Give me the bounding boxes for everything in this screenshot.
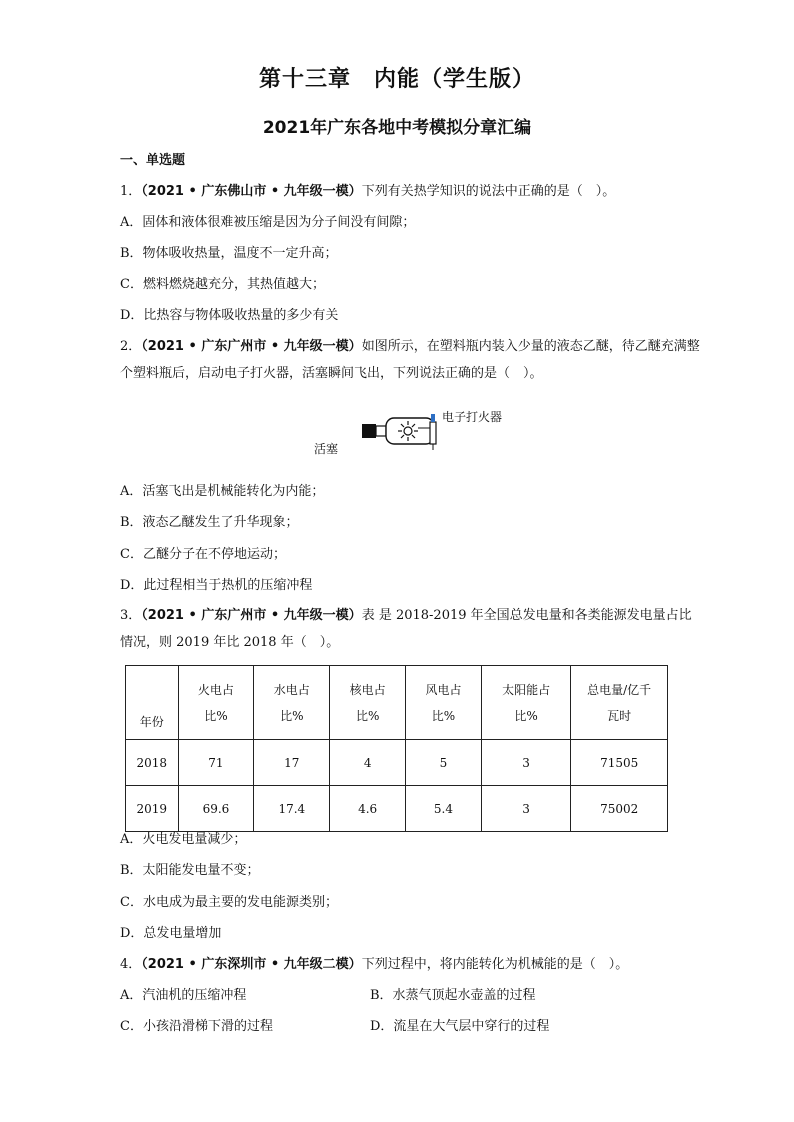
question-4-stem [120,956,628,974]
question-source: （2021 • 广东广州市 • 九年级一模） [141,339,362,354]
table-header-row [126,666,668,740]
igniter-button-shape [431,414,435,422]
table-cell: 75002 [571,786,668,832]
bottle-neck-shape [376,426,386,436]
question-3-stem [120,602,700,656]
page-title: 第十三章 内能（学生版） [258,67,535,92]
table-header-cell: 总电量/亿千 瓦时 [571,666,668,740]
option-d: D．流星在大气层中穿行的过程 [370,1019,550,1034]
table-cell: 2018 [126,740,179,786]
option-b: B．液态乙醚发生了升华现象； [120,515,299,530]
table-row [126,740,668,786]
igniter-shape [430,422,436,444]
option-c: C．小孩沿滑梯下滑的过程 [120,1019,273,1034]
question-text: 下列有关热学知识的说法中正确的是（ ）。 [361,184,616,199]
table-cell: 2019 [126,786,179,832]
option-c: C．燃料燃烧越充分，其热值越大； [120,277,325,292]
table-cell: 71 [178,740,254,786]
question-number: 1． [120,184,142,199]
table-cell: 17 [254,740,330,786]
power-generation-table [125,665,668,832]
figure-label-piston: 活塞 [314,442,339,456]
piston-shape [362,424,376,438]
question-number: 3． [120,608,142,623]
question-2-stem [120,333,700,387]
option-b: B．水蒸气顶起水壶盖的过程 [370,988,536,1003]
question-text: 下列过程中，将内能转化为机械能的是（ ）。 [361,957,629,972]
table-header-cell: 水电占 比% [254,666,330,740]
option-d: D．此过程相当于热机的压缩冲程 [120,578,313,593]
option-a: A．汽油机的压缩冲程 [120,988,247,1003]
table-header-cell: 太阳能占 比% [481,666,570,740]
option-b: B．太阳能发电量不变； [120,863,260,878]
page-subtitle: 2021年广东各地中考模拟分章汇编 [262,118,532,138]
option-d: D．总发电量增加 [120,926,222,941]
table-cell: 3 [481,786,570,832]
table-row [126,786,668,832]
question-number: 4． [120,957,142,972]
table-cell: 3 [481,740,570,786]
section-heading: 一、单选题 [120,153,186,168]
table-cell: 69.6 [178,786,254,832]
question-source: （2021 • 广东深圳市 • 九年级二模） [141,957,362,972]
option-b: B．物体吸收热量，温度不一定升高； [120,246,338,261]
question-text: 表 是 2018-2019 年全国总发电量和各类能源发电量占比情况，则 2019 年比 2018 年（ ）。 [120,608,692,650]
option-d: D．比热容与物体吸收热量的多少有关 [120,308,339,323]
table-header-cell: 核电占 比% [330,666,406,740]
question-source: （2021 • 广东广州市 • 九年级一模） [141,608,362,623]
table-cell: 71505 [571,740,668,786]
table-header-cell: 火电占 比% [178,666,254,740]
option-c: C．水电成为最主要的发电能源类别； [120,895,338,910]
question-source: （2021 • 广东佛山市 • 九年级一模） [141,184,362,199]
table-cell: 4 [330,740,406,786]
option-a: A．火电发电量减少； [120,832,247,847]
table-header-cell: 风电占 比% [406,666,482,740]
table-header-cell: 年份 [126,666,179,740]
table-cell: 17.4 [254,786,330,832]
option-a: A．活塞飞出是机械能转化为内能； [120,484,325,499]
table-cell: 5.4 [406,786,482,832]
question-number: 2． [120,339,142,354]
table-cell: 4.6 [330,786,406,832]
question-text: 如图所示，在塑料瓶内装入少量的液态乙醚，待乙醚充满整个塑料瓶后，启动电子打火器，活塞瞬间飞出，下列说法正确的是（ ）。 [120,339,700,381]
question-1-stem [120,183,615,201]
spark-icon [398,421,418,441]
option-a: A．固体和液体很难被压缩是因为分子间没有间隙； [120,215,416,230]
option-c: C．乙醚分子在不停地运动； [120,547,286,562]
table-cell: 5 [406,740,482,786]
figure-label-igniter: 电子打火器 [442,410,503,424]
bottle-igniter-figure [314,408,514,460]
